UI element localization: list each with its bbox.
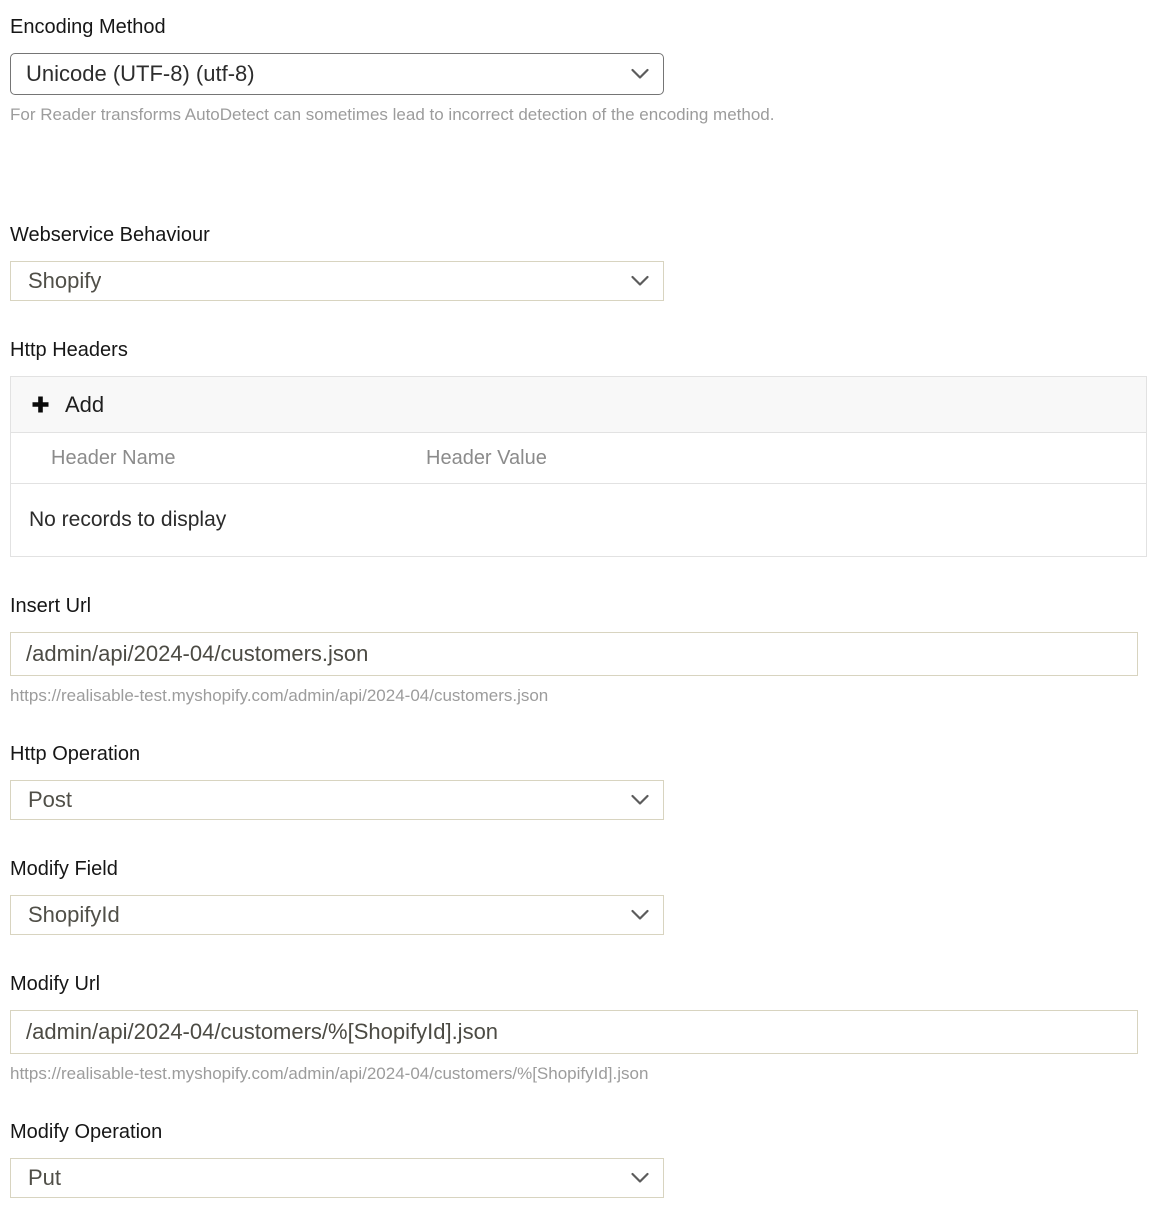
modify-field-select[interactable]: [10, 895, 664, 935]
modify-url-input[interactable]: [10, 1010, 1138, 1054]
chevron-down-icon: [631, 1173, 649, 1184]
http-operation-field: [10, 742, 1147, 820]
modify-operation-select[interactable]: [10, 1158, 664, 1198]
add-header-button[interactable]: [31, 392, 104, 418]
modify-operation-label: Modify Operation: [10, 1121, 163, 1143]
plus-icon: [31, 395, 50, 414]
http-headers-empty-message: No records to display: [29, 508, 227, 531]
column-header-name: Header Name: [51, 446, 176, 469]
http-operation-label: Http Operation: [10, 743, 141, 765]
insert-url-help: https://realisable-test.myshopify.com/admin/api/2024-04/customers.json: [10, 686, 549, 705]
modify-url-field: [10, 972, 1147, 1083]
insert-url-field: [10, 594, 1147, 705]
modify-url-help: https://realisable-test.myshopify.com/admin/api/2024-04/customers/%[ShopifyId].json: [10, 1064, 649, 1083]
http-headers-field: [10, 338, 1147, 557]
http-headers-grid: [10, 376, 1147, 557]
chevron-down-icon: [631, 69, 649, 80]
encoding-method-label: Encoding Method: [10, 16, 166, 38]
modify-operation-value: Put: [28, 1165, 62, 1190]
modify-field-value: ShopifyId: [28, 902, 120, 927]
modify-url-label: Modify Url: [10, 973, 101, 995]
insert-url-input[interactable]: [10, 632, 1138, 676]
http-operation-select[interactable]: [10, 780, 664, 820]
chevron-down-icon: [631, 795, 649, 806]
add-button-label: Add: [65, 391, 105, 417]
chevron-down-icon: [631, 910, 649, 921]
webservice-behaviour-select[interactable]: [10, 261, 664, 301]
chevron-down-icon: [631, 276, 649, 287]
http-headers-grid-toolbar: [11, 377, 1146, 433]
encoding-method-select[interactable]: [10, 53, 664, 95]
http-operation-value: Post: [28, 787, 73, 812]
column-header-value: Header Value: [426, 446, 547, 469]
http-headers-grid-header: [11, 433, 1146, 484]
encoding-method-help: For Reader transforms AutoDetect can sometimes lead to incorrect detection of the encoding method.: [10, 105, 775, 124]
encoding-method-field: [10, 15, 1147, 124]
modify-operation-field: [10, 1120, 1147, 1198]
insert-url-label: Insert Url: [10, 595, 92, 617]
webservice-behaviour-field: [10, 223, 1147, 301]
http-headers-label: Http Headers: [10, 339, 128, 361]
webservice-behaviour-label: Webservice Behaviour: [10, 224, 210, 246]
modify-field-field: [10, 857, 1147, 935]
encoding-method-value: Unicode (UTF-8) (utf-8): [26, 61, 255, 86]
modify-field-label: Modify Field: [10, 858, 118, 880]
webservice-behaviour-value: Shopify: [28, 268, 102, 293]
